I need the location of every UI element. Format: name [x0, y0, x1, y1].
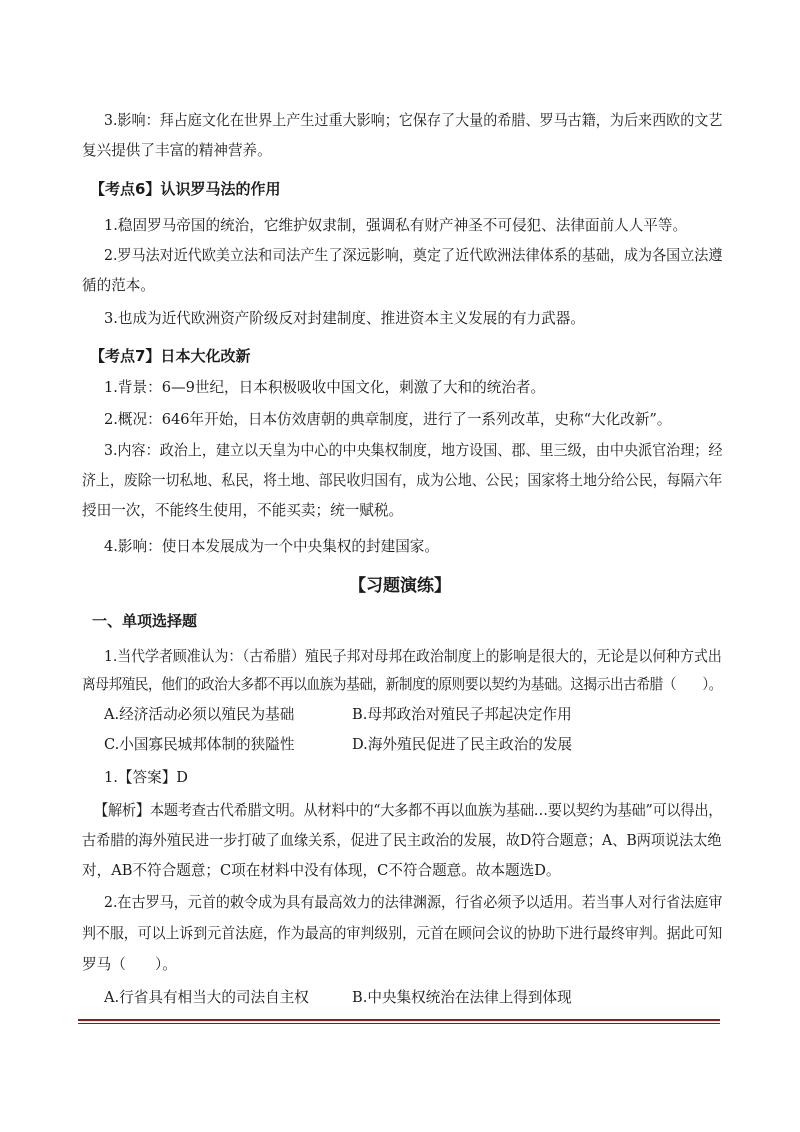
q1-option-a: A.经济活动必须以殖民为基础 — [104, 706, 295, 723]
q1-analysis-line2: 古希腊的海外殖民进一步打破了血缘关系，促进了民主政治的发展，故D符合题意；A、B两项说法太绝 — [82, 832, 722, 849]
kd6-heading: 【考点6】认识罗马法的作用 — [90, 180, 281, 198]
q2-option-a: A.行省具有相当大的司法自主权 — [104, 989, 309, 1006]
q1-answer: 1.【答案】D — [104, 769, 188, 786]
kd7-content-line2: 济上，废除一切私地、私民，将土地、部民收归国有，成为公地、公民；国家将土地分给公民，每隔六年 — [82, 472, 723, 489]
kd7-content-line1: 3.内容：政治上，建立以天皇为中心的中央集权制度，地方设国、郡、里三级，由中央派官治理；经 — [104, 442, 723, 459]
q1-analysis-line3: 对，AB不符合题意；C项在材料中没有体现，C不符合题意。故本题选D。 — [82, 862, 561, 879]
kd6-point3: 3.也成为近代欧洲资产阶级反对封建制度、推进资本主义发展的有力武器。 — [104, 310, 585, 327]
footer-rule-thin — [78, 1023, 720, 1024]
q1-analysis-line1: 【解析】本题考查古代希腊文明。从材料中的“大多都不再以血族为基础…要以契约为基础”可以得出， — [94, 802, 723, 819]
q2-stem-line1: 2.在古罗马，元首的敕令成为具有最高效力的法律渊源，行省必须予以适用。若当事人对行省法庭审 — [104, 894, 723, 911]
q1-stem-line1: 1.当代学者顾准认为：（古希腊）殖民子邦对母邦在政治制度上的影响是很大的，无论是以何种方式出 — [104, 648, 722, 665]
kd6-point2-line1: 2.罗马法对近代欧美立法和司法产生了深远影响，奠定了近代欧洲法律体系的基础，成为各国立法遵 — [104, 247, 723, 264]
kd7-overview: 2.概况：646年开始，日本仿效唐朝的典章制度，进行了一系列改革，史称“大化改新”。 — [104, 411, 672, 428]
byz-influence-line1: 3.影响：拜占庭文化在世界上产生过重大影响；它保存了大量的希腊、罗马古籍，为后来西欧的文艺 — [104, 112, 723, 129]
kd7-heading: 【考点7】日本大化改新 — [90, 347, 251, 365]
q2-stem-line2: 判不服，可以上诉到元首法庭，作为最高的审判级别，元首在顾问会议的协助下进行最终审判。据此可知 — [82, 925, 723, 942]
q1-option-b: B.母邦政治对殖民子邦起决定作用 — [352, 706, 572, 723]
kd7-content-line3: 授田一次，不能终生使用，不能买卖；统一赋税。 — [82, 502, 404, 519]
q2-stem-line3: 罗马（ ）。 — [82, 956, 177, 973]
exercise-title: 【习题演练】 — [349, 576, 451, 596]
kd6-point2-line2: 循的范本。 — [82, 277, 155, 294]
section-single-choice: 一、单项选择题 — [92, 612, 198, 630]
byz-influence-line2: 复兴提供了丰富的精神营养。 — [82, 142, 272, 159]
footer-rule-thick — [78, 1019, 720, 1021]
kd6-point1: 1.稳固罗马帝国的统治，它维护奴隶制，强调私有财产神圣不可侵犯、法律面前人人平等。 — [104, 217, 688, 234]
q1-option-c: C.小国寡民城邦体制的狭隘性 — [104, 736, 295, 753]
q1-stem-line2: 离母邦殖民，他们的政治大多都不再以血族为基础，新制度的原则要以契约为基础。这揭示出古希腊（ ）。 — [82, 676, 722, 693]
q1-option-d: D.海外殖民促进了民主政治的发展 — [352, 736, 573, 753]
kd7-impact: 4.影响：使日本发展成为一个中央集权的封建国家。 — [104, 538, 439, 555]
kd7-background: 1.背景：6—9世纪，日本积极吸收中国文化，刺激了大和的统治者。 — [104, 379, 546, 396]
q2-option-b: B.中央集权统治在法律上得到体现 — [352, 989, 572, 1006]
